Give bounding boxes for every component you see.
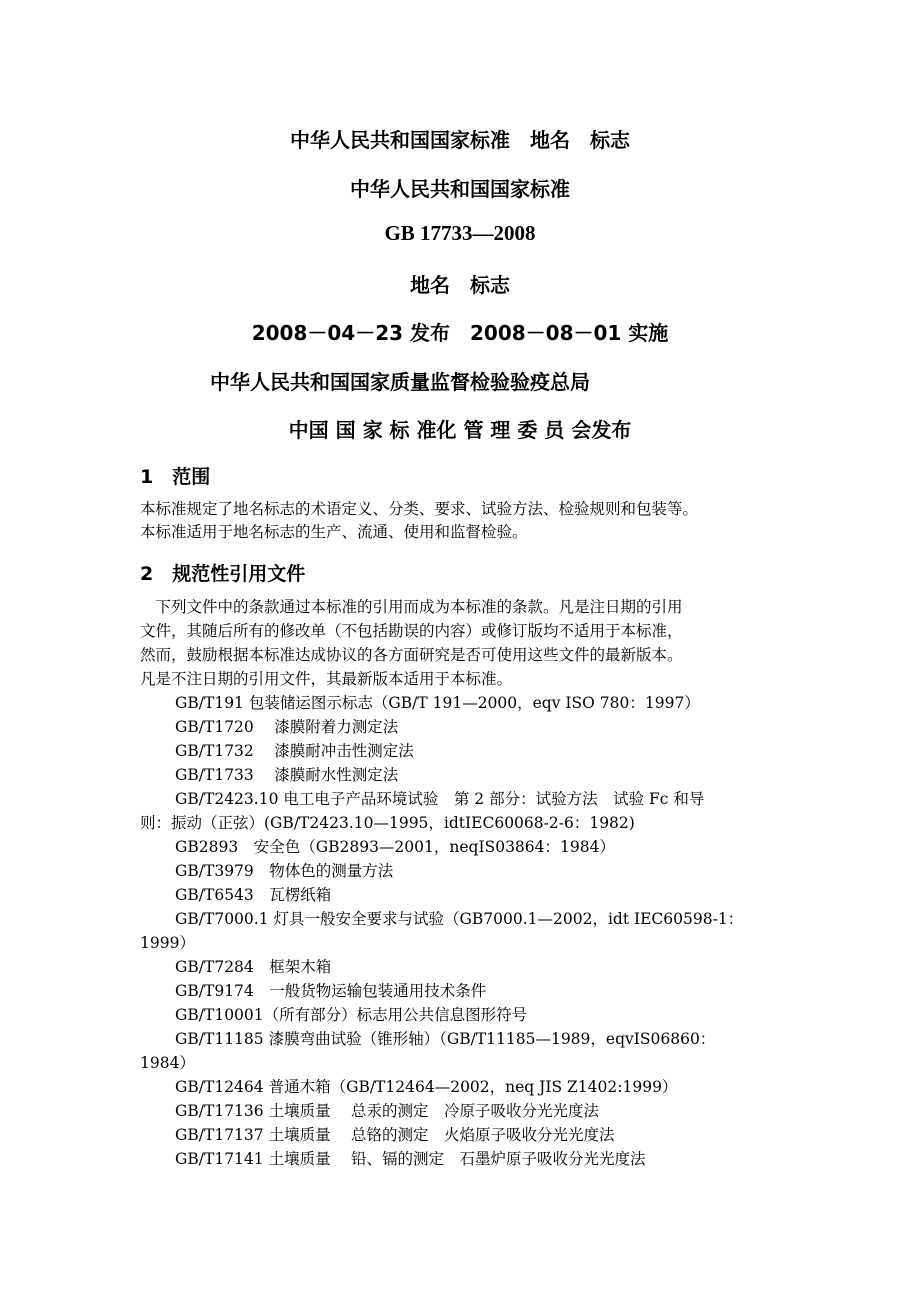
reference-item: GB/T191 包装储运图示标志（GB/T 191—2000，eqv ISO 780：1997） (175, 694, 700, 712)
section-2-heading: 2 规范性引用文件 (140, 563, 306, 585)
reference-item: GB/T17141 土壤质量 铅、镉的测定 石墨炉原子吸收分光光度法 (175, 1150, 646, 1168)
reference-item-continuation: 则：振动（正弦）(GB/T2423.10—1995，idtIEC60068-2-6：1982) (140, 814, 635, 832)
issuer-line-2: 中国 国 家 标 准化 管 理 委 员 会发布 (288, 418, 632, 442)
reference-item: GB/T7000.1 灯具一般安全要求与试验（GB7000.1—2002，idt IEC60598-1： (175, 910, 744, 928)
reference-item: GB/T1720 漆膜附着力测定法 (175, 718, 399, 736)
reference-item: GB/T2423.10 电工电子产品环境试验 第 2 部分：试验方法 试验 Fc 和导 (175, 790, 705, 808)
reference-item: GB/T10001（所有部分）标志用公共信息图形符号 (175, 1006, 528, 1024)
reference-item: GB/T11185 漆膜弯曲试验（锥形轴）（GB/T11185—1989，eqvIS06860： (175, 1030, 716, 1048)
reference-item: GB/T7284 框架木箱 (175, 958, 332, 976)
reference-item: GB/T3979 物体色的测量方法 (175, 862, 394, 880)
section-2-intro-line: 下列文件中的条款通过本标准的引用而成为本标准的条款。凡是注日期的引用 (140, 598, 683, 616)
reference-item: GB2893 安全色（GB2893—2001，neqIS03864：1984） (175, 838, 615, 856)
section-1-line: 本标准适用于地名标志的生产、流通、使用和监督检验。 (140, 523, 528, 541)
issuer-line-1: 中华人民共和国国家质量监督检验验疫总局 (210, 370, 590, 394)
reference-item: GB/T9174 一般货物运输包装通用技术条件 (175, 982, 487, 1000)
reference-item: GB/T6543 瓦楞纸箱 (175, 886, 332, 904)
reference-item-continuation: 1999） (140, 934, 195, 952)
reference-item: GB/T12464 普通木箱（GB/T12464—2002，neq JIS Z1402:1999） (175, 1078, 678, 1096)
standard-name: 地名 标志 (410, 273, 510, 297)
section-2-intro-line: 然而，鼓励根据本标准达成协议的各方面研究是否可使用这些文件的最新版本。 (140, 646, 683, 664)
section-1-line: 本标准规定了地名标志的术语定义、分类、要求、试验方法、检验规则和包装等。 (140, 500, 699, 518)
standard-code: GB 17733—2008 (384, 221, 536, 245)
document-title: 中华人民共和国国家标准 地名 标志 (290, 128, 630, 152)
publish-dates: 2008－04－23 发布 2008－08－01 实施 (251, 321, 669, 345)
reference-item-continuation: 1984） (140, 1054, 195, 1072)
reference-item: GB/T1732 漆膜耐冲击性测定法 (175, 742, 414, 760)
section-1-heading: 1 范围 (140, 466, 211, 488)
standard-body: 中华人民共和国国家标准 (350, 177, 570, 201)
section-2-intro-line: 文件，其随后所有的修改单（不包括勘误的内容）或修订版均不适用于本标准， (140, 622, 683, 640)
section-2-intro-line: 凡是不注日期的引用文件，其最新版本适用于本标准。 (140, 670, 513, 688)
reference-item: GB/T1733 漆膜耐水性测定法 (175, 766, 399, 784)
reference-item: GB/T17136 土壤质量 总汞的测定 冷原子吸收分光光度法 (175, 1102, 599, 1120)
reference-item: GB/T17137 土壤质量 总铬的测定 火焰原子吸收分光光度法 (175, 1126, 615, 1144)
